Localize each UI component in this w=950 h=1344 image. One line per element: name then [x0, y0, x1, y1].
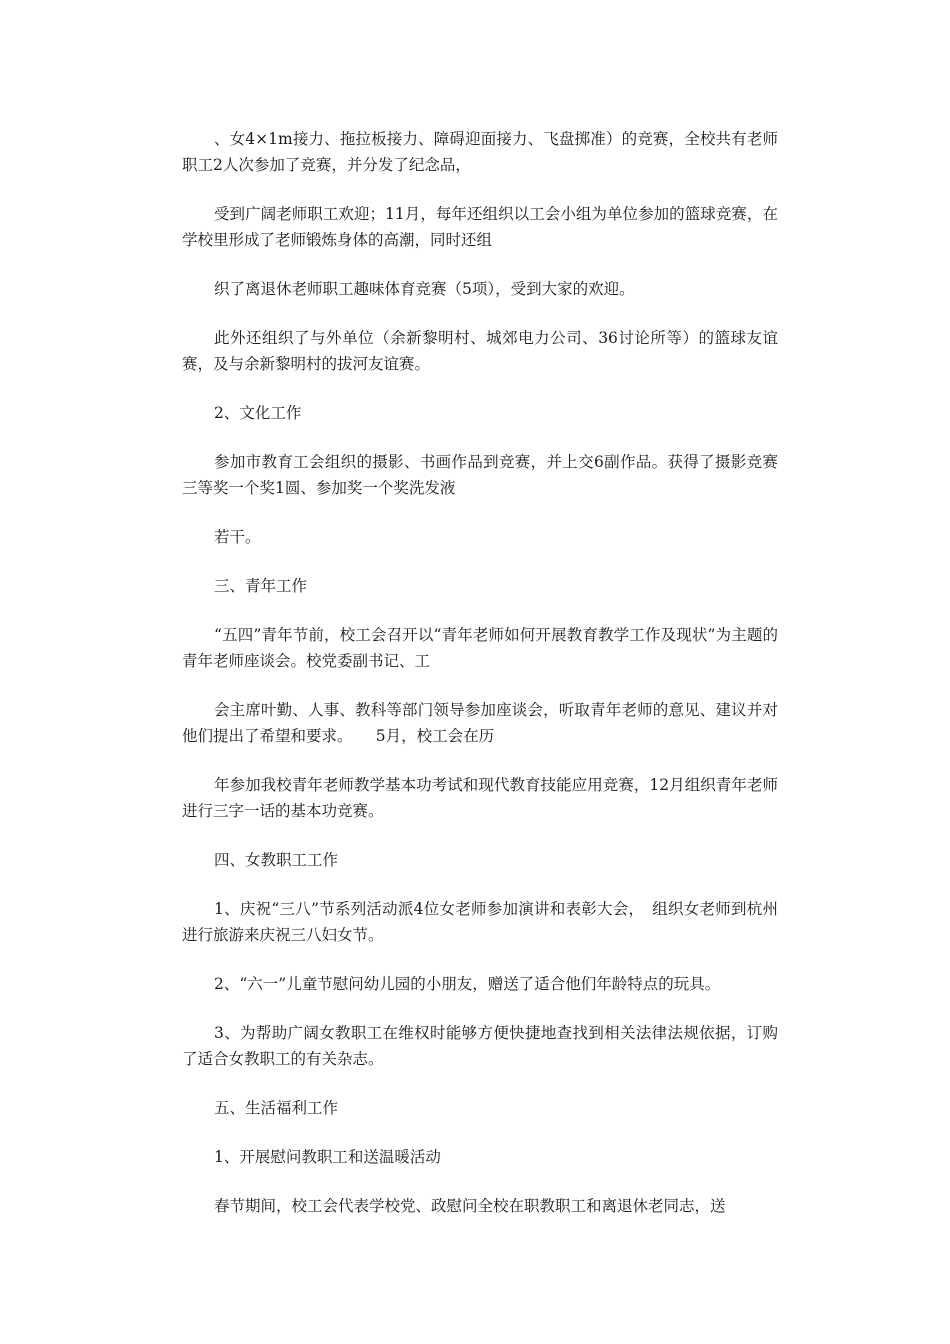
paragraph: 、女4×1m接力、拖拉板接力、障碍迎面接力、飞盘掷准）的竞赛，全校共有老师职工2人次参加了竞赛，并分发了纪念品，	[182, 130, 778, 174]
sub-heading: 1、开展慰问教职工和送温暖活动	[214, 1148, 441, 1166]
paragraph: “五四”青年节前，校工会召开以“青年老师如何开展教育教学工作及现状”为主题的青年老师座谈会。校党委副书记、工	[182, 626, 778, 670]
paragraph: 受到广阔老师职工欢迎；11月，每年还组织以工会小组为单位参加的篮球竞赛，在学校里形成了老师锻炼身体的高潮，同时还组	[182, 205, 778, 249]
paragraph: 春节期间，校工会代表学校党、政慰问全校在职教职工和离退休老同志，送	[214, 1197, 726, 1215]
section-heading: 2、文化工作	[214, 404, 302, 422]
section-heading: 三、青年工作	[214, 577, 308, 595]
paragraph: 此外还组织了与外单位（余新黎明村、城郊电力公司、36讨论所等）的篮球友谊赛，及与余新黎明村的拔河友谊赛。	[182, 329, 778, 373]
section-heading: 四、女教职工工作	[214, 851, 339, 869]
paragraph: 若干。	[214, 528, 261, 546]
paragraph: 1、庆祝“三八”节系列活动派4位女老师参加演讲和表彰大会， 组织女老师到杭州进行旅游来庆祝三八妇女节。	[182, 900, 778, 944]
paragraph: 2、“六一”儿童节慰问幼儿园的小朋友，赠送了适合他们年龄特点的玩具。	[214, 975, 721, 993]
paragraph: 织了离退休老师职工趣味体育竞赛（5项），受到大家的欢迎。	[214, 280, 635, 298]
paragraph: 参加市教育工会组织的摄影、书画作品到竞赛，并上交6副作品。获得了摄影竞赛三等奖一个奖1圆、参加奖一个奖洗发液	[182, 453, 778, 497]
document-body	[182, 126, 778, 1242]
paragraph: 3、为帮助广阔女教职工在维权时能够方便快捷地查找到相关法律法规依据，订购了适合女教职工的有关杂志。	[182, 1024, 778, 1068]
paragraph: 会主席叶勤、人事、教科等部门领导参加座谈会，听取青年老师的意见、建议并对他们提出了希望和要求。 5月，校工会在历	[182, 701, 778, 745]
section-heading: 五、生活福利工作	[214, 1099, 339, 1117]
paragraph: 年参加我校青年老师教学基本功考试和现代教育技能应用竞赛，12月组织青年老师进行三字一话的基本功竞赛。	[182, 776, 778, 820]
